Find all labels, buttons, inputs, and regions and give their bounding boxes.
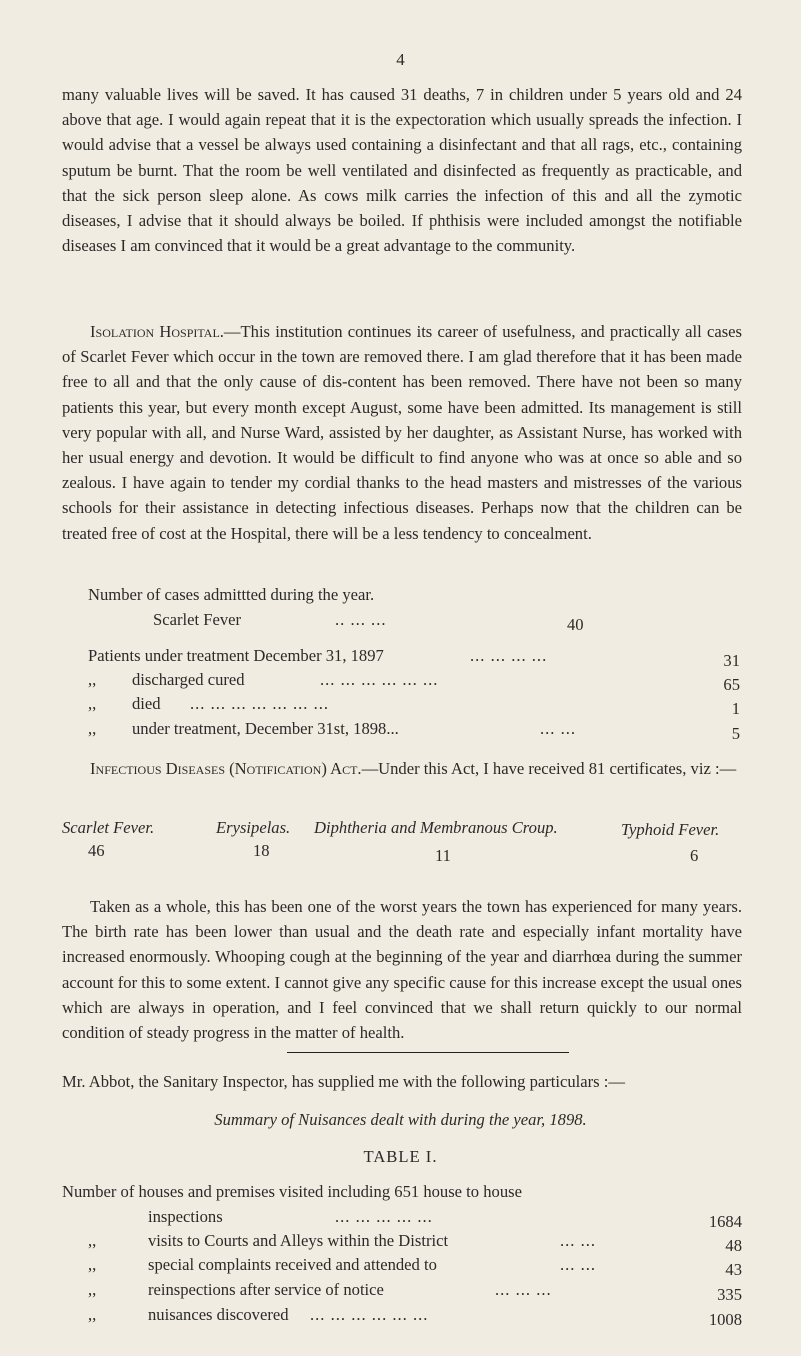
phthisis-paragraph: many valuable lives will be saved. It has caused 31 deaths, 7 in children under 5 years old and 24 above that age. I would again repeat that it is the expectoration which usually spreads the infection. I would advise that a vessel be always used containing a disinfectant and that all rags, etc., containing sputum be burnt. That the room be well ventilated and disinfected as frequently as practicable, and that the sick person sleep alone. As cows milk carries the infection of this and all the zymotic diseases, I advise that it should always be boiled. If phthisis were included amongst the notifiable diseases I am convinced that it would be a great advantage to the community.: [62, 85, 742, 256]
notification-column-name: Scarlet Fever.: [62, 818, 155, 837]
nuisances-row-prefix: ,,: [88, 1305, 97, 1324]
admissions-dots: .. ... ...: [335, 610, 387, 629]
notification-column-value: 46: [88, 841, 105, 860]
nuisances-row-value: 48: [725, 1236, 742, 1255]
page-number: 4: [396, 50, 405, 69]
nuisances-row-prefix: ,,: [88, 1231, 97, 1250]
section-divider: [287, 1052, 569, 1053]
notification-column-name: Diphtheria and Membranous Croup.: [314, 818, 558, 837]
nuisances-row-dots: ... ... ...: [495, 1280, 552, 1299]
patients-row-label: discharged cured: [132, 670, 245, 689]
notification-column-name: Typhoid Fever.: [621, 820, 720, 839]
nuisances-row-dots: ... ... ... ... ... ...: [310, 1305, 429, 1324]
infectious-diseases-paragraph: [62, 756, 742, 781]
nuisances-row-label: reinspections after service of notice: [148, 1280, 384, 1299]
patients-row-value: 1: [731, 699, 740, 718]
patients-row-dots: ... ... ... ... ... ... ...: [190, 694, 330, 713]
health-summary-paragraph: Taken as a whole, this has been one of the worst years the town has experienced for many years. The birth rate has been lower than usual and the death rate and especially infant mortality have increased enormously. Whooping cough at the beginning of the year and diarrhœa during the summer account for this to some extent. I cannot give any specific cause for this increase except the usual ones which are always in operation, and I feel convinced that we shall return quickly to our normal condition of steady progress in the matter of health.: [62, 897, 742, 1043]
notification-column-name: Erysipelas.: [216, 818, 291, 837]
patients-row-prefix: ,,: [88, 694, 97, 713]
patients-row-dots: ... ...: [540, 719, 577, 738]
nuisances-row-prefix: ,,: [88, 1280, 97, 1299]
isolation-hospital-paragraph: [62, 319, 742, 546]
patients-row-dots: ... ... ... ... ... ...: [320, 670, 439, 689]
nuisances-row-label: visits to Courts and Alleys within the District: [148, 1231, 449, 1250]
nuisances-row-label: Number of houses and premises visited including 651 house to house: [62, 1182, 522, 1201]
nuisances-row-prefix: ,,: [88, 1255, 97, 1274]
admissions-value: 40: [567, 615, 584, 634]
patients-row-label: under treatment, December 31st, 1898...: [132, 719, 399, 738]
admissions-heading: Number of cases admittted during the year.: [88, 585, 375, 604]
patients-row-dots: ... ... ... ...: [470, 646, 548, 665]
patients-row-prefix: ,,: [88, 670, 97, 689]
patients-row-value: 65: [723, 675, 740, 694]
nuisances-row-value: 43: [725, 1260, 742, 1279]
notification-column-value: 11: [435, 846, 451, 865]
summary-title: Summary of Nuisances dealt with during the year, 1898.: [214, 1110, 587, 1129]
nuisances-row-value: 1684: [708, 1212, 742, 1231]
nuisances-row-label: special complaints received and attended to: [148, 1255, 437, 1274]
nuisances-row-value: 335: [717, 1285, 742, 1304]
patients-row-value: 31: [723, 651, 740, 670]
nuisances-row-value: 1008: [708, 1310, 742, 1329]
infectious-diseases-text: —Under this Act, I have received 81 certificates, viz :—: [361, 759, 737, 778]
infectious-diseases-heading: Infectious Diseases (Notification) Act.: [90, 759, 362, 778]
nuisances-row-dots: ... ...: [560, 1231, 597, 1250]
isolation-hospital-heading: Isolation Hospital.: [90, 322, 224, 341]
patients-row-label: Patients under treatment December 31, 1897: [88, 646, 384, 665]
patients-row-prefix: ,,: [88, 719, 97, 738]
nuisances-row-dots: ... ... ... ... ...: [335, 1207, 433, 1226]
patients-row-value: 5: [731, 724, 740, 743]
notification-column-value: 6: [690, 846, 699, 865]
isolation-hospital-text: —This institution continues its career of usefulness, and practically all cases of Scarlet Fever which occur in the town are removed there. I am glad therefore that it has been made free to all and that the only cause of dis-content has been removed. There have not been so many patients this year, but every month except August, some have been admitted. Its management is still very popular with all, and Nurse Ward, assisted by her daughter, as Assistant Nurse, has worked with her usual energy and devotion. It would be difficult to find anyone who was at once so able and so zealous. I have again to tender my cordial thanks to the head masters and mistresses of the various schools for their assistance in detecting infectious diseases. Perhaps now that the children can be treated free of cost at the Hospital, there will be a less tendency to concealment.: [62, 322, 742, 543]
nuisances-row-label: nuisances discovered: [148, 1305, 289, 1324]
nuisances-row-label: inspections: [148, 1207, 223, 1226]
table-title: TABLE I.: [363, 1147, 438, 1166]
notification-column-value: 18: [253, 841, 270, 860]
admissions-disease: Scarlet Fever: [153, 610, 242, 629]
sanitary-inspector-intro: Mr. Abbot, the Sanitary Inspector, has supplied me with the following particulars :—: [62, 1072, 625, 1091]
patients-row-label: died: [132, 694, 161, 713]
nuisances-row-dots: ... ...: [560, 1255, 597, 1274]
